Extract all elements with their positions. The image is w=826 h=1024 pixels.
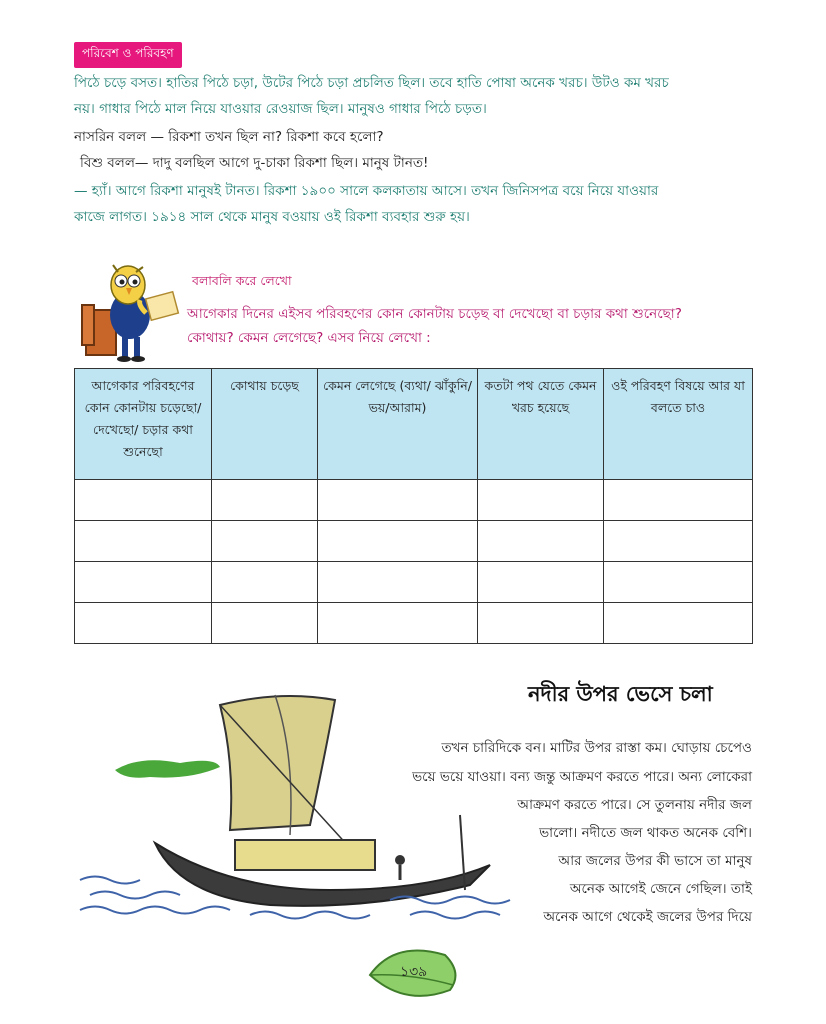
section-line: অনেক আগে থেকেই জলের উপর দিয়ে: [543, 909, 752, 925]
paragraph-line: — হ্যাঁ। আগে রিকশা মানুষই টানত। রিকশা ১৯০০ সালে কলকাতায় আসে। তখন জিনিসপত্র বয়ে নিয়ে যাওয়ার: [74, 183, 659, 199]
blank-cell[interactable]: [318, 480, 478, 521]
table-row: [75, 562, 753, 603]
activity-line: আগেকার দিনের এইসব পরিবহণের কোন কোনটায় চড়েছ বা দেখেছো বা চড়ার কথা শুনেছো?: [187, 306, 682, 322]
activity-title: বলাবলি করে লেখো: [192, 273, 292, 288]
table-row: [75, 521, 753, 562]
blank-cell[interactable]: [478, 480, 604, 521]
blank-cell[interactable]: [318, 521, 478, 562]
owl-teacher-illustration: [78, 255, 188, 365]
section-title: নদীর উপর ভেসে চলা: [528, 682, 713, 706]
section-line: আক্রমণ করতে পারে। সে তুলনায় নদীর জল: [517, 797, 752, 813]
blank-cell[interactable]: [604, 562, 753, 603]
page-number: ১৩৯: [400, 964, 428, 980]
table-header-cell: আগেকার পরিবহণের কোন কোনটায় চড়েছো/দেখেছো/ চড়ার কথা শুনেছো: [75, 369, 212, 480]
blank-cell[interactable]: [478, 603, 604, 644]
section-line: ভালো। নদীতে জল থাকত অনেক বেশি।: [539, 825, 752, 841]
blank-cell[interactable]: [75, 562, 212, 603]
table-header-cell: কোথায় চড়েছ: [212, 369, 318, 480]
blank-cell[interactable]: [75, 521, 212, 562]
table-header-cell: কতটা পথ যেতে কেমন খরচ হয়েছে: [478, 369, 604, 480]
paragraph-animals: [74, 70, 754, 122]
blank-cell[interactable]: [212, 562, 318, 603]
blank-cell[interactable]: [75, 603, 212, 644]
chapter-tag: পরিবেশ ও পরিবহণ: [74, 42, 182, 68]
blank-cell[interactable]: [318, 562, 478, 603]
paragraph-line: নয়। গাধার পিঠে মাল নিয়ে যাওয়ার রেওয়াজ ছিল। মানুষও গাধার পিঠে চড়ত।: [74, 101, 487, 117]
paragraph-rickshaw: [74, 178, 754, 230]
sailboat-illustration: [70, 685, 520, 925]
blank-cell[interactable]: [212, 603, 318, 644]
blank-cell[interactable]: [478, 562, 604, 603]
blank-cell[interactable]: [212, 480, 318, 521]
section-line: তখন চারিদিকে বন। মাটির উপর রাস্তা কম। ঘোড়ায় চেপেও: [441, 740, 752, 756]
table-row: [75, 603, 753, 644]
blank-cell[interactable]: [604, 480, 753, 521]
blank-cell[interactable]: [318, 603, 478, 644]
paragraph-line: কাজে লাগত। ১৯১৪ সাল থেকে মানুষ বওয়ায় ওই রিকশা ব্যবহার শুরু হয়।: [74, 209, 470, 225]
blank-cell[interactable]: [478, 521, 604, 562]
paragraph-nasrin: নাসরিন বলল — রিকশা তখন ছিল না? রিকশা কবে হলো?: [74, 129, 384, 145]
paragraph-bishu: বিশু বলল— দাদু বলছিল আগে দু-চাকা রিকশা ছিল। মানুষ টানত!: [80, 155, 429, 171]
transport-worksheet-table: [74, 368, 753, 644]
activity-line: কোথায়? কেমন লেগেছে? এসব নিয়ে লেখো :: [187, 330, 431, 346]
activity-instructions: [187, 302, 767, 350]
table-header-cell: কেমন লেগেছে (ব্যথা/ ঝাঁকুনি/ভয়/আরাম): [318, 369, 478, 480]
table-header-row: [75, 369, 753, 480]
blank-cell[interactable]: [75, 480, 212, 521]
section-line: অনেক আগেই জেনে গেছিল। তাই: [569, 881, 752, 897]
blank-cell[interactable]: [604, 603, 753, 644]
table-header-cell: ওই পরিবহণ বিষয়ে আর যা বলতে চাও: [604, 369, 753, 480]
blank-cell[interactable]: [212, 521, 318, 562]
paragraph-line: পিঠে চড়ে বসত। হাতির পিঠে চড়া, উটের পিঠে চড়া প্রচলিত ছিল। তবে হাতি পোষা অনেক খরচ। উটও কম খরচ: [74, 75, 669, 91]
blank-cell[interactable]: [604, 521, 753, 562]
table-row: [75, 480, 753, 521]
section-line: আর জলের উপর কী ভাসে তা মানুষ: [558, 853, 752, 869]
section-line: ভয়ে ভয়ে যাওয়া। বন্য জন্তু আক্রমণ করতে পারে। অন্য লোকেরা: [412, 769, 752, 785]
